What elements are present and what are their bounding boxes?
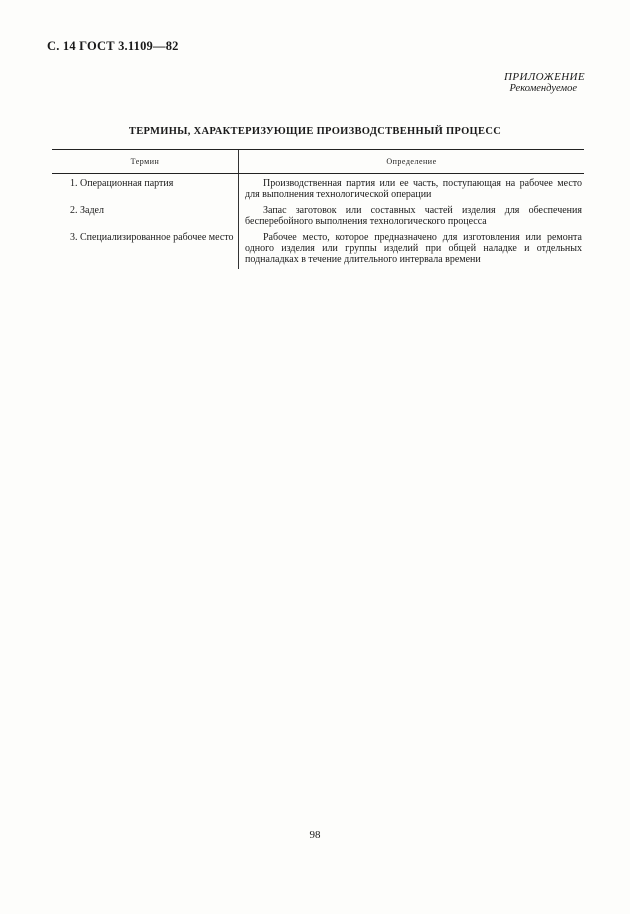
appendix-note: Рекомендуемое	[509, 83, 577, 94]
definition-text: Производственная партия или ее часть, поступающая на рабочее место для выполнения технологической операции	[245, 178, 582, 200]
term-cell	[52, 200, 239, 227]
term-text: 1. Операционная партия	[70, 178, 174, 189]
terms-table	[52, 149, 584, 269]
appendix-title: ПРИЛОЖЕНИЕ	[504, 71, 585, 83]
page-number: 98	[309, 829, 321, 841]
section-title: ТЕРМИНЫ, ХАРАКТЕРИЗУЮЩИЕ ПРОИЗВОДСТВЕННЫЙ ПРОЦЕСС	[128, 126, 502, 137]
definition-text: Рабочее место, которое предназначено для изготовления или ремонта одного изделия или группы изделий при общей наладке и отдельных подналадках в течение длительного интервала времени	[245, 232, 582, 265]
definition-cell	[239, 227, 585, 269]
term-cell	[52, 227, 239, 269]
table-row	[52, 227, 584, 269]
column-header-definition: Определение	[239, 150, 585, 174]
table-row	[52, 174, 584, 201]
term-text: 3. Специализированное рабочее место	[70, 232, 234, 243]
table-row	[52, 200, 584, 227]
term-text: 2. Задел	[70, 205, 104, 216]
page-header: С. 14 ГОСТ 3.1109—82	[47, 39, 179, 53]
column-header-term: Термин	[52, 150, 239, 174]
term-cell	[52, 174, 239, 201]
table-header-row	[52, 150, 584, 174]
definition-cell	[239, 200, 585, 227]
definition-cell	[239, 174, 585, 201]
definition-text: Запас заготовок или составных частей изделия для обеспечения бесперебойного выполнения технологического процесса	[245, 205, 582, 227]
appendix-label	[504, 71, 585, 95]
